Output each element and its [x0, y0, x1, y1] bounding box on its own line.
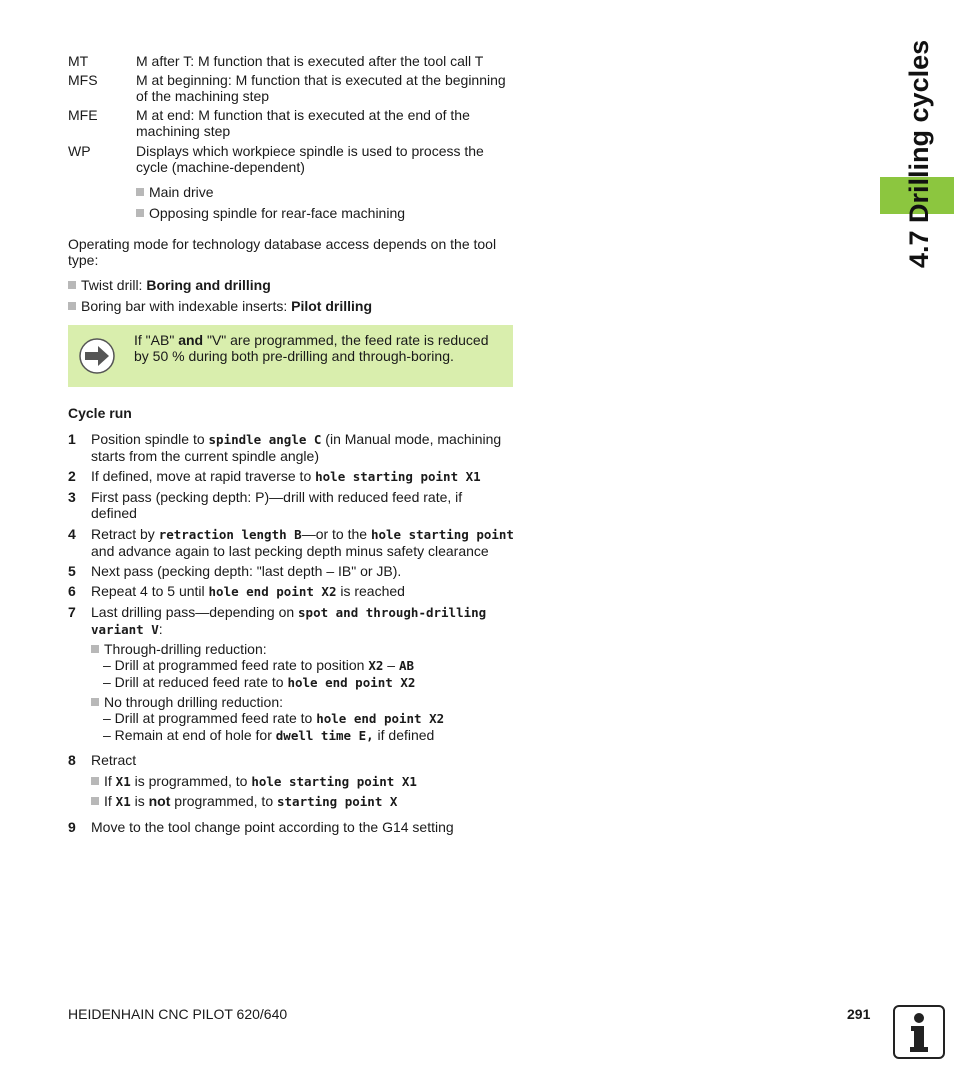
- step-7-text: Last drilling pass—depending on spot and through-drilling variant V:: [91, 604, 487, 637]
- section-tab-title: 4.7 Drilling cycles: [904, 39, 934, 268]
- step-number: 1: [68, 431, 76, 447]
- tool-type-boring-bar: Boring bar with indexable inserts: Pilot drilling: [68, 298, 372, 314]
- step-number: 9: [68, 819, 76, 835]
- operating-mode-paragraph: Operating mode for technology database access depends on the tool type:: [68, 236, 497, 268]
- step-number: 2: [68, 468, 76, 484]
- def-text-wp: Displays which workpiece spindle is used to process the cycle (machine-dependent): [136, 143, 484, 175]
- arrow-right-icon: [78, 337, 116, 375]
- def-code-wp: WP: [68, 143, 91, 159]
- step-4-text: Retract by retraction length B—or to the hole starting point and advance again to last pecking depth minus safety clearance: [91, 526, 514, 559]
- def-code-mt: MT: [68, 53, 89, 69]
- step-number: 6: [68, 583, 76, 599]
- step-number: 8: [68, 752, 76, 768]
- note-box: [68, 325, 513, 387]
- step-9-text: Move to the tool change point according to the G14 setting: [91, 819, 454, 835]
- step-number: 3: [68, 489, 76, 505]
- retract-option-x1-programmed: If X1 is programmed, to hole starting point X1: [91, 773, 417, 790]
- def-code-mfe: MFE: [68, 107, 98, 123]
- cycle-run-heading: Cycle run: [68, 405, 132, 421]
- bullet-square-icon: [136, 209, 144, 217]
- retract-option-x1-not-programmed: If X1 is not programmed, to starting point X: [91, 793, 397, 810]
- def-code-mfs: MFS: [68, 72, 98, 88]
- bullet-square-icon: [91, 777, 99, 785]
- tool-type-twist-drill: Twist drill: Boring and drilling: [68, 277, 271, 293]
- info-icon: [893, 1005, 945, 1059]
- step-number: 7: [68, 604, 76, 620]
- step-2-text: If defined, move at rapid traverse to hole starting point X1: [91, 468, 481, 484]
- step-number: 4: [68, 526, 76, 542]
- step-1-text: Position spindle to spindle angle C (in Manual mode, machining starts from the current spindle angle): [91, 431, 502, 464]
- bullet-square-icon: [136, 188, 144, 196]
- through-drilling-reduction: Through-drilling reduction: – Drill at programmed feed rate to position X2 – AB – Drill at reduced feed rate to hole end point X2: [91, 641, 511, 691]
- step-6-text: Repeat 4 to 5 until hole end point X2 is reached: [91, 583, 405, 599]
- wp-option-main: Main drive: [136, 184, 214, 200]
- step-5-text: Next pass (pecking depth: "last depth – IB" or JB).: [91, 563, 402, 579]
- footer-product: HEIDENHAIN CNC PILOT 620/640: [68, 1006, 288, 1022]
- bullet-square-icon: [91, 797, 99, 805]
- def-text-mfe: M at end: M function that is executed at the end of the machining step: [136, 107, 470, 139]
- no-through-drilling-reduction: No through drilling reduction: – Drill at programmed feed rate to hole end point X2 – Remain at end of hole for dwell time E, if defined: [91, 694, 511, 744]
- info-glyph: [895, 1007, 943, 1057]
- bullet-square-icon: [91, 698, 99, 706]
- bullet-square-icon: [68, 281, 76, 289]
- bullet-square-icon: [68, 302, 76, 310]
- bullet-square-icon: [91, 645, 99, 653]
- step-8-text: Retract: [91, 752, 137, 768]
- page-number: 291: [847, 1006, 871, 1022]
- note-text: If "AB" and "V" are programmed, the feed rate is reduced by 50 % during both pre-drilling and through-boring.: [134, 332, 489, 364]
- wp-option-opposing: Opposing spindle for rear-face machining: [136, 205, 405, 221]
- def-text-mfs: M at beginning: M function that is executed at the beginning of the machining step: [136, 72, 506, 104]
- step-number: 5: [68, 563, 76, 579]
- def-text-mt: M after T: M function that is executed after the tool call T: [136, 53, 484, 69]
- step-3-text: First pass (pecking depth: P)—drill with reduced feed rate, if defined: [91, 489, 463, 521]
